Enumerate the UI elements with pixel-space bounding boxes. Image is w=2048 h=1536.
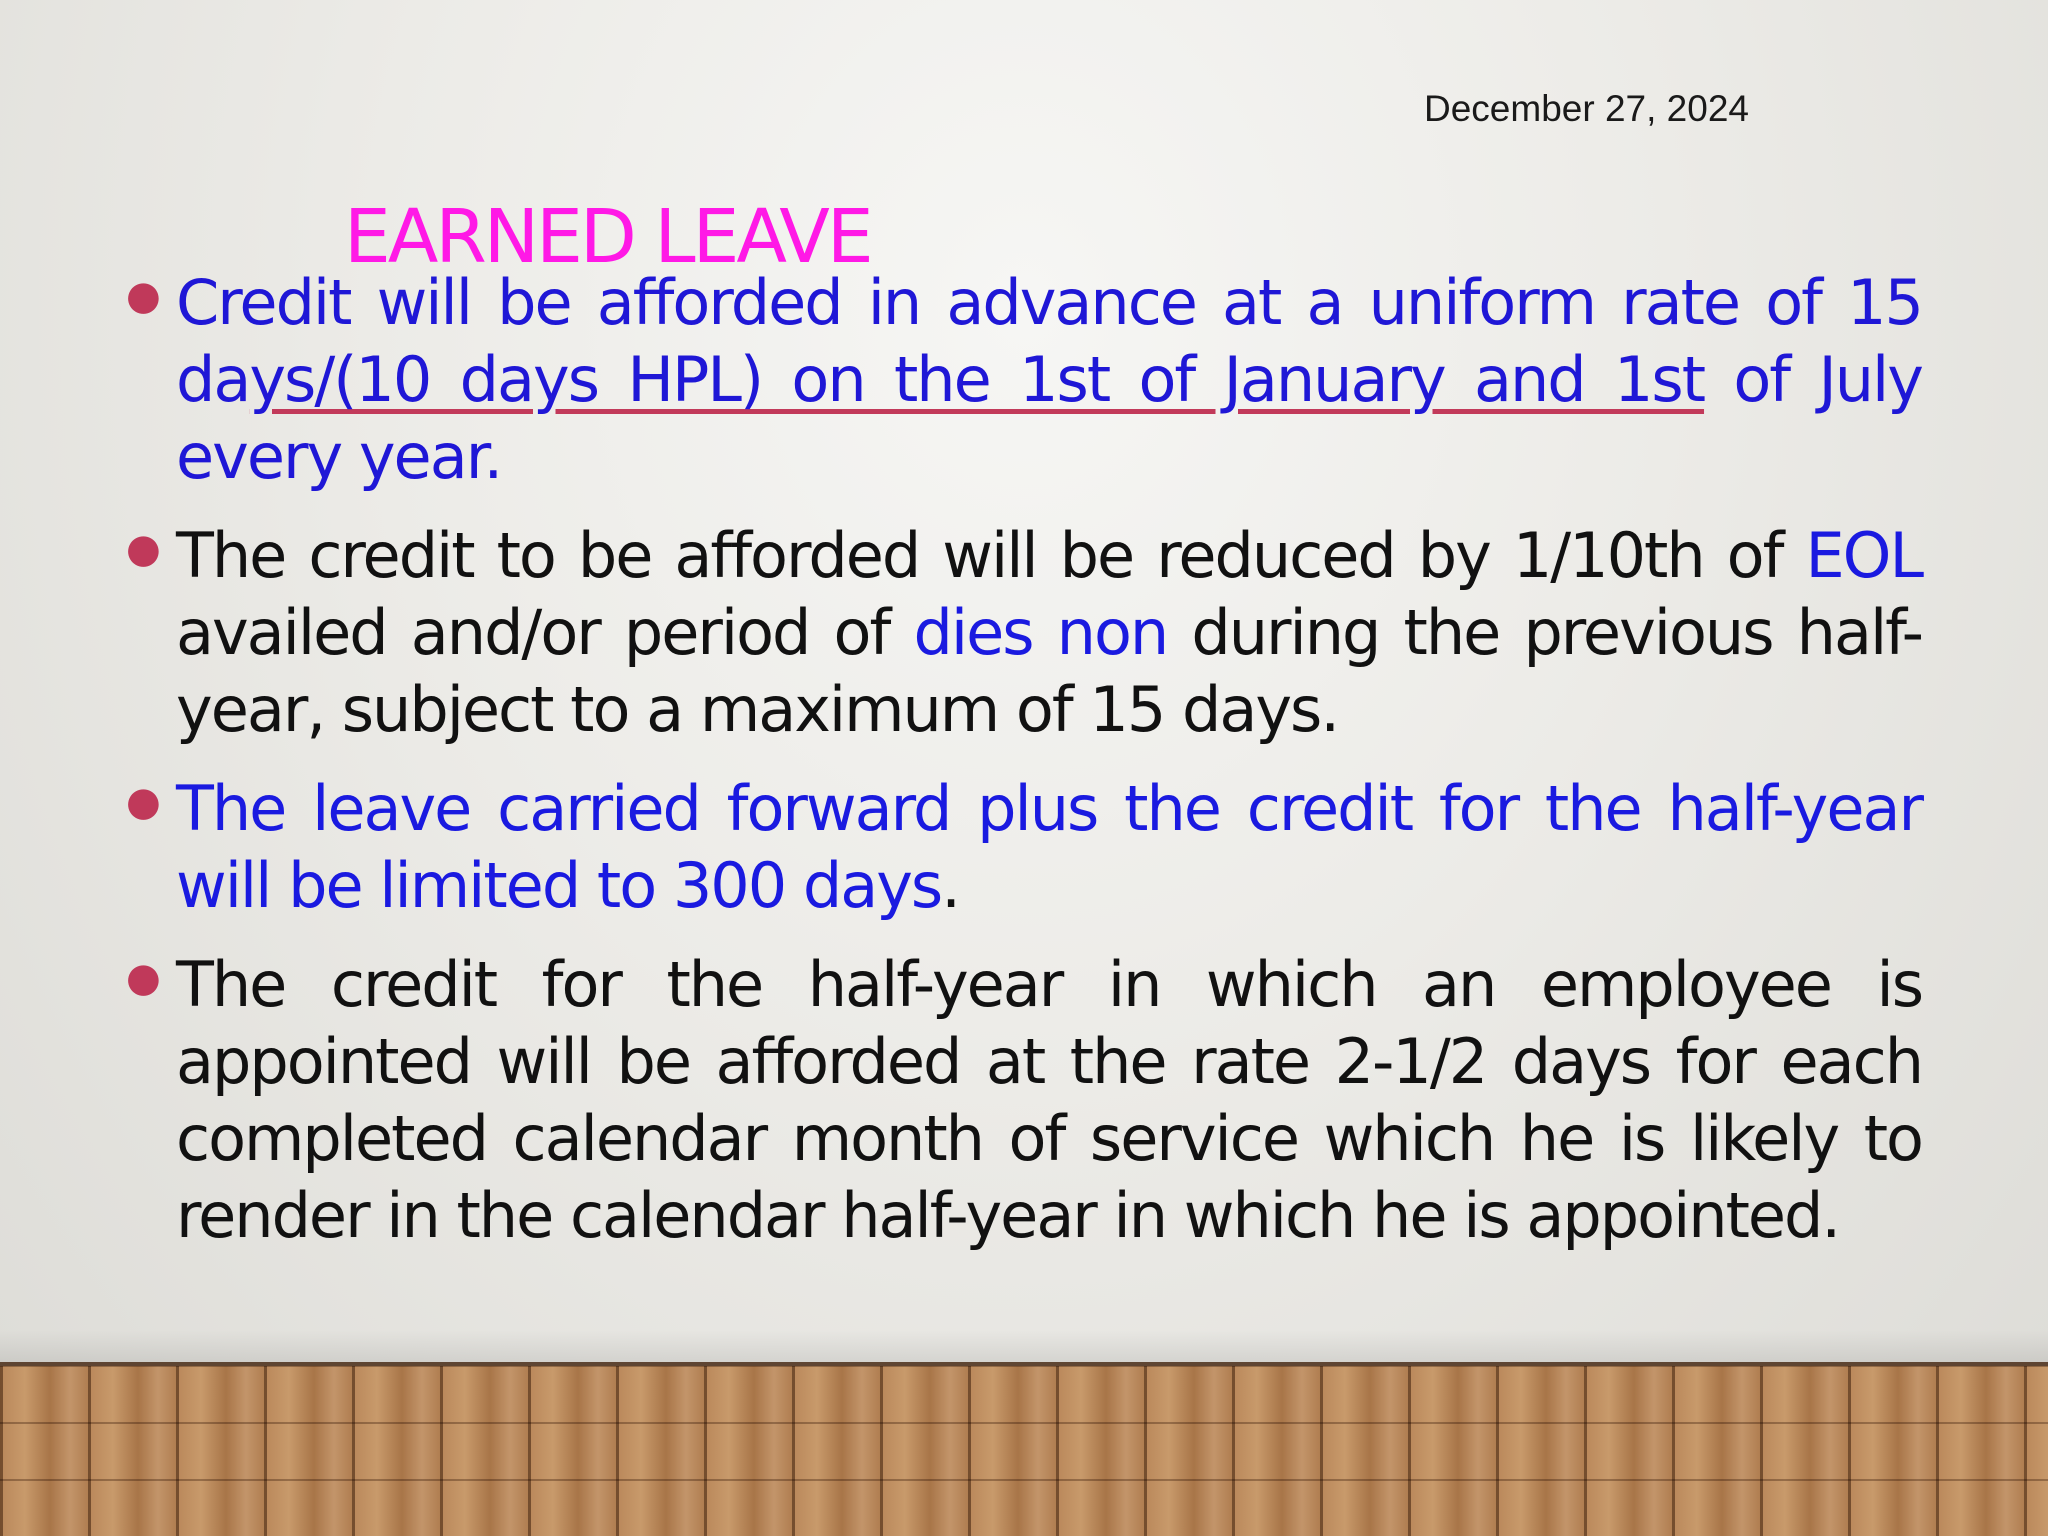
bullet-dot-icon: ●: [126, 273, 161, 319]
bullet-text: [176, 770, 1922, 924]
bullet-item-1: [126, 264, 1922, 495]
bullet-text: The credit for the half-year in which an employee is appointed will be afforded at the rate 2-1/2 days for each completed calendar month of service which he is likely to render in the calendar half-year in which he is appointed.: [176, 948, 1922, 1252]
highlight-dies-non: dies non: [913, 596, 1168, 669]
bullet-text: [176, 264, 1922, 495]
slide-title: EARNED LEAVE: [344, 194, 871, 280]
bullet-text-segment: during the previous half-year, subject to a maximum of 15 days.: [176, 596, 1922, 746]
highlight-eol: EOL: [1805, 519, 1922, 592]
bullet-text-segment: availed and/or period of: [176, 596, 914, 669]
underlined-segment: ys/(10 days HPL) on the 1st of January and 1st: [249, 343, 1705, 416]
bullet-item-2: [126, 517, 1922, 748]
bullet-text-segment: of July every year.: [176, 343, 1922, 493]
bullet-dot-icon: ●: [126, 955, 161, 1001]
bullet-dot-icon: ●: [126, 526, 161, 572]
bullet-text-segment: The leave carried forward plus the credit for the half-year will be limited to 300 days: [176, 772, 1922, 922]
floor-seams: [0, 1366, 2048, 1536]
bullet-item-4: [126, 946, 1922, 1254]
bullet-list: [126, 264, 1922, 1276]
bullet-item-3: [126, 770, 1922, 924]
slide-date: December 27, 2024: [1424, 88, 1749, 129]
bullet-dot-icon: ●: [126, 779, 161, 825]
bullet-text-segment: .: [941, 849, 959, 922]
bullet-text-segment: The credit to be afforded will be reduced by 1/10th of: [176, 519, 1806, 592]
bullet-text-segment: Credit will be afforded in advance at a uniform rate of 15 da: [176, 266, 1922, 416]
bullet-text: [176, 517, 1922, 748]
